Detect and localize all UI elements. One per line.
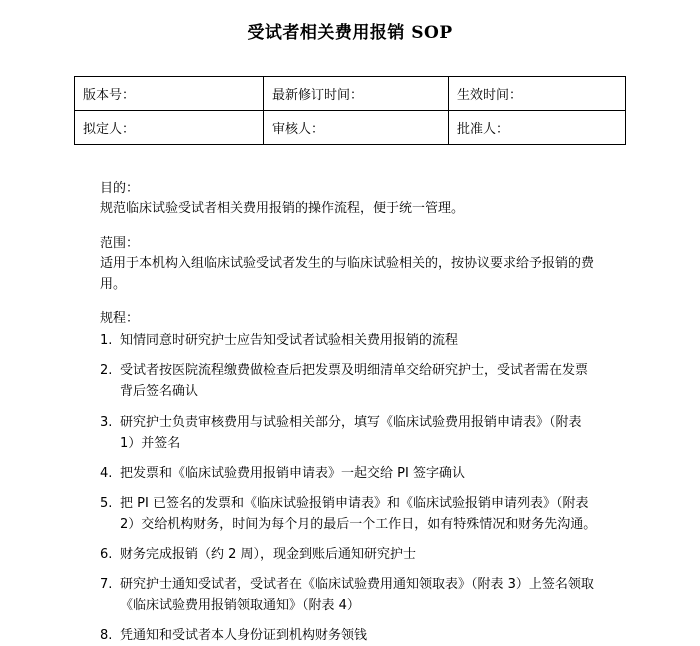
step-text: 把 PI 已签名的发票和《临床试验报销申请表》和《临床试验报销申请列表》（附表 2）交给机构财务，时间为每个月的最后一个工作日，如有特殊情况和财务先沟通。 bbox=[120, 495, 597, 532]
procedure-step-list bbox=[100, 330, 600, 646]
step-number: 8. bbox=[100, 627, 113, 643]
list-item bbox=[100, 330, 600, 351]
section-procedure-label: 规程： bbox=[100, 311, 140, 327]
table-cell-author-label: 拟定人： bbox=[75, 111, 264, 145]
step-number: 1. bbox=[100, 333, 113, 349]
step-number: 7. bbox=[100, 576, 113, 592]
step-text: 研究护士负责审核费用与试验相关部分，填写《临床试验费用报销申请表》（附表 1）并签名 bbox=[120, 414, 582, 451]
document-body bbox=[100, 145, 600, 646]
step-number: 4. bbox=[100, 465, 113, 481]
table-cell-approver-label: 批准人： bbox=[449, 111, 626, 145]
document-page bbox=[0, 18, 700, 643]
page-title: 受试者相关费用报销 SOP bbox=[247, 23, 453, 43]
list-item bbox=[100, 360, 600, 402]
section-purpose-label: 目的： bbox=[100, 181, 140, 196]
step-text: 凭通知和受试者本人身份证到机构财务领钱 bbox=[120, 627, 368, 643]
step-text: 研究护士通知受试者，受试者在《临床试验费用通知领取表》（附表 3）上签名领取《临床试验费用报销领取通知》（附表 4） bbox=[120, 576, 594, 613]
step-text: 把发票和《临床试验费用报销申请表》一起交给 PI 签字确认 bbox=[120, 465, 465, 481]
table-cell-version-label: 版本号： bbox=[75, 77, 264, 111]
list-item bbox=[100, 544, 600, 565]
step-text: 知情同意时研究护士应告知受试者试验相关费用报销的流程 bbox=[120, 333, 459, 349]
list-item bbox=[100, 463, 600, 484]
step-number: 3. bbox=[100, 414, 113, 430]
table-row bbox=[75, 111, 626, 145]
section-purpose-text: 规范临床试验受试者相关费用报销的操作流程，便于统一管理。 bbox=[100, 201, 465, 216]
table-row bbox=[75, 77, 626, 111]
table-cell-effective-label: 生效时间： bbox=[449, 77, 626, 111]
step-number: 6. bbox=[100, 546, 113, 562]
step-number: 2. bbox=[100, 363, 113, 379]
section-scope-label: 范围： bbox=[100, 235, 140, 251]
list-item bbox=[100, 625, 600, 646]
table-cell-revision-label: 最新修订时间： bbox=[264, 77, 449, 111]
step-text: 财务完成报销（约 2 周），现金到账后通知研究护士 bbox=[120, 546, 417, 562]
section-scope-text: 适用于本机构入组临床试验受试者发生的与临床试验相关的，按协议要求给予报销的费用。 bbox=[100, 255, 595, 292]
list-item bbox=[100, 412, 600, 454]
step-number: 5. bbox=[100, 495, 113, 511]
list-item bbox=[100, 574, 600, 616]
list-item bbox=[100, 493, 600, 535]
document-info-table bbox=[74, 76, 626, 145]
step-text: 受试者按医院流程缴费做检查后把发票及明细清单交给研究护士，受试者需在发票背后签名确认 bbox=[120, 363, 589, 400]
table-cell-reviewer-label: 审核人： bbox=[264, 111, 449, 145]
